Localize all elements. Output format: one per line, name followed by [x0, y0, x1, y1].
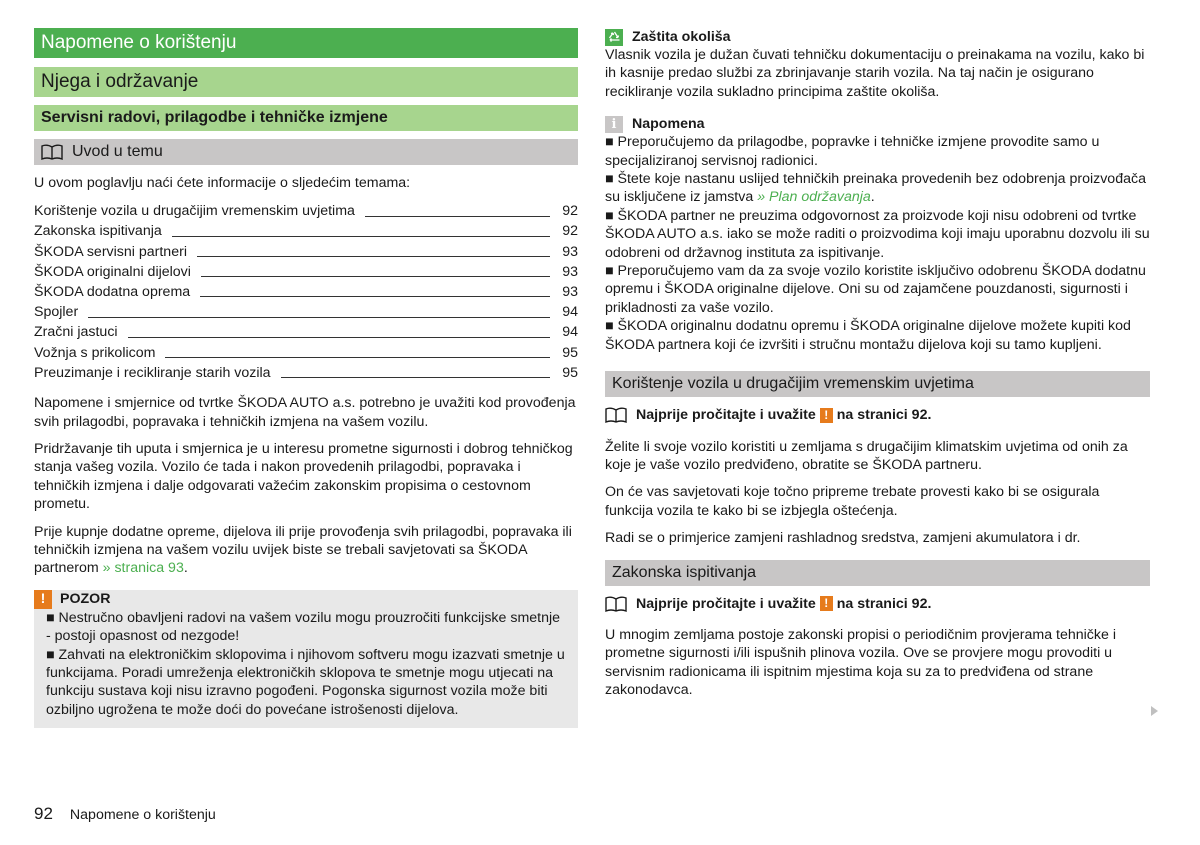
book-icon — [41, 144, 63, 160]
paragraph-safety: Pridržavanje tih uputa i smjernica je u interesu prometne sigurnosti i dobrog tehničkog stanja vašeg vozila. Vozilo će tada i nakon provedenih prilagodbi, popravaka i tehničkih izmjena i dalje odgovarati važećim zakonskim propisima o cestovnom prometu. — [34, 440, 573, 513]
legal-paragraph: U mnogim zemljama postoje zakonski propisi o periodičnim provjerama tehničke i prometne sigurnosti i/ili ispušnih plinova vozila. Ove se provjere mogu provoditi u servisnim radionicama ili ispitnim mjestima koja su za to predviđena od strane zakonodavca. — [605, 626, 1116, 699]
note-item: ■ Preporučujemo da prilagodbe, popravke i tehničke izmjene provodite samo u specijaliziranoj servisnoj radionici. — [605, 134, 1100, 169]
note-item: ■ ŠKODA originalnu dodatnu opremu i ŠKODA originalne dijelove možete kupiti kod ŠKODA partnera koji će izvršiti i stručnu montažu dijelova koji su tamo kupljeni. — [605, 318, 1131, 353]
warning-icon: ! — [820, 408, 833, 423]
toc-item[interactable]: Korištenje vozila u drugačijim vremenskim uvjetima 92 — [34, 203, 578, 220]
warning-icon: ! — [34, 590, 52, 609]
toc-item[interactable]: ŠKODA servisni partneri 93 — [34, 243, 578, 260]
info-icon: i — [605, 116, 623, 133]
note-item: ■ Preporučujemo vam da za svoje vozilo koristite isključivo odobrenu ŠKODA dodatnu opremu i ŠKODA originalne dijelove. Oni su od zajamčene pouzdanosti, sigurnosti i prikladnosti za vaše vozilo. — [605, 263, 1146, 316]
toc-item[interactable]: Zračni jastuci 94 — [34, 324, 578, 341]
continue-arrow-icon — [1151, 706, 1158, 716]
note-header — [605, 115, 1150, 133]
environment-header — [605, 28, 1150, 46]
warning-box — [34, 590, 578, 728]
toc-item[interactable]: ŠKODA originalni dijelovi 93 — [34, 263, 578, 280]
table-of-contents — [34, 200, 578, 382]
read-first-reference: Najprije pročitajte i uvažite ! na stranici 92. — [605, 406, 1150, 424]
intro-heading-label: Uvod u temu — [72, 143, 163, 160]
maintenance-link[interactable]: » Plan održavanja — [757, 189, 871, 206]
paragraph-consult: Prije kupnje dodatne opreme, dijelova ili prije provođenja svih prilagodbi, popravaka ili tehničkih izmjena na vašem vozilu uvijek biste se trebali savjetovati sa ŠKODA partnerom » stranica 93. — [34, 523, 572, 577]
environment-text: Vlasnik vozila je dužan čuvati tehničku dokumentaciju o preinakama na vozilu, kako bi ih kasnije predao službi za zbrinjavanje starih vozila. Na taj način je osigurano recikliranje vozila sukladno principima zaštite okoliša. — [605, 47, 1145, 100]
toc-item[interactable]: Spojler 94 — [34, 304, 578, 321]
environment-title: Zaštita okoliša — [632, 28, 731, 45]
weather-paragraph: On će vas savjetovati kojе točno pripreme trebate provesti kako bi se osigurala funkcija vozila te kako bi se izbjegla oštećenja. — [605, 484, 1100, 519]
intro-heading — [34, 139, 578, 165]
weather-paragraph: Radi se o primjerice zamjeni rashladnog sredstva, zamjeni akumulatora i dr. — [605, 530, 1081, 547]
section-heading: Njega i održavanje — [34, 67, 578, 97]
toc-item[interactable]: Preuzimanje i recikliranje starih vozila 95 — [34, 364, 578, 381]
warning-title: POZOR — [60, 591, 111, 608]
subsection-heading: Servisni radovi, prilagodbe i tehničke izmjene — [34, 105, 578, 131]
page-footer — [34, 805, 216, 824]
legal-section-heading: Zakonska ispitivanja — [605, 560, 1150, 586]
page-number: 92 — [34, 804, 53, 823]
warning-icon: ! — [820, 596, 833, 611]
footer-chapter: Napomene o korištenju — [69, 807, 216, 823]
warning-header — [34, 590, 566, 609]
weather-paragraph: Želite li svoje vozilo koristiti u zemljama s drugačijim klimatskim uvjetima od onih za koje je vaše vozilo predviđeno, obratite se ŠKODA partneru. — [605, 438, 1128, 473]
paragraph-guidelines: Napomene i smjernice od tvrtke ŠKODA AUTO a.s. potrebno je uvažiti kod provođenja svih prilagodbi, popravaka i tehničkih izmjena na vašem vozilu. — [34, 395, 576, 430]
note-item: ■ ŠKODA partner ne preuzima odgovornost za proizvode koji nisu odobreni od tvrtke ŠKODA AUTO a.s. iako se može raditi o proizvodima koji imaju uporabnu dozvolu ili su odobreni od državnog instituta za ispitivanje. — [605, 207, 1150, 261]
recycle-icon — [605, 29, 623, 46]
left-column — [34, 28, 578, 728]
toc-item[interactable]: Zakonska ispitivanja 92 — [34, 223, 578, 240]
book-icon — [605, 407, 627, 423]
toc-item[interactable]: ŠKODA dodatna oprema 93 — [34, 283, 578, 300]
right-column — [605, 28, 1150, 700]
weather-section-heading: Korištenje vozila u drugačijim vremenskim uvjetima — [605, 371, 1150, 397]
warning-item: ■ Zahvati na elektroničkim sklopovima i njihovom softveru mogu izazvati smetnje u funkcijama. Poradi umreženja elektroničkih sklopova te smetnje mogu utjecati na funkciju sustava koji nisu izravno pogođeni. Pogonska sigurnost vozila može biti ozbiljno ugrožena te može doći do povećane istrošenosti dijelova. — [46, 646, 565, 718]
toc-item[interactable]: Vožnja s prikolicom 95 — [34, 344, 578, 361]
note-item: ■ Štete koje nastanu uslijed tehničkih preinaka provedenih bez odobrenja proizvođača su isključene iz jamstva » Plan održavanja. — [605, 171, 1146, 206]
page-link[interactable]: » stranica 93 — [102, 560, 184, 577]
read-first-reference: Najprije pročitajte i uvažite ! na stranici 92. — [605, 595, 1150, 613]
note-title: Napomena — [632, 116, 705, 133]
intro-text: U ovom poglavlju naći ćete informacije o sljedećim temama: — [34, 175, 411, 191]
chapter-heading: Napomene o korištenju — [34, 28, 578, 58]
warning-item: ■ Nestručno obavljeni radovi na vašem vozilu mogu prouzročiti funkcijske smetnje - postoji opasnost od nezgode! — [46, 609, 561, 645]
book-icon — [605, 596, 627, 612]
